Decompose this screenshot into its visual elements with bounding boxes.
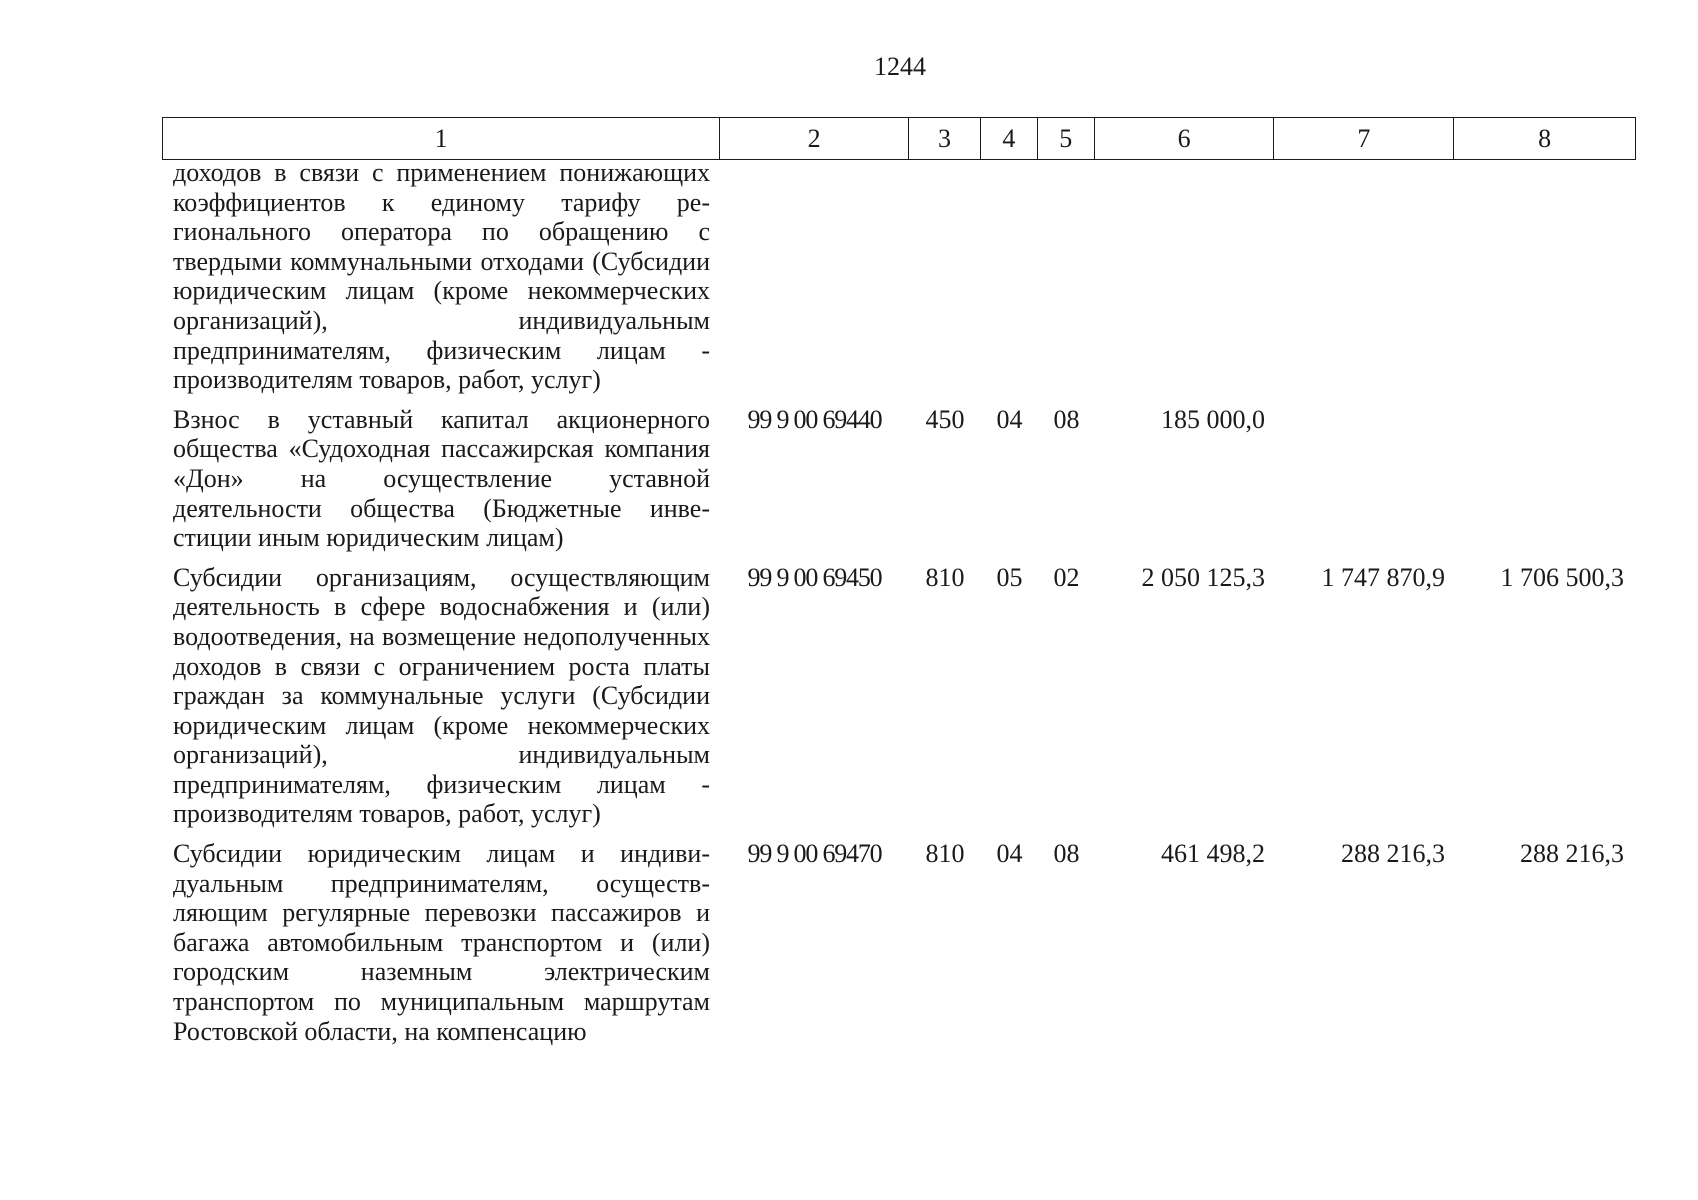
row-sum-3: 288 216,3 [1520,839,1624,869]
header-cell-5: 5 [1038,118,1095,159]
row-description: Субсидии организациям, осуществляющим деятельность в сфере водоснабжения и (или) водоотведения, на возмещение недополученных доходов в связи с ограничением роста платы граждан за коммунальные услуги (Субсидии юридическим лицам (кроме некоммерческих организаций), индивидуальным предпринимателям, физическим лицам - производителям товаров, работ, услуг) [173,562,710,829]
row-subsection [1038,160,1095,395]
row-sum-3: 1 706 500,3 [1500,562,1624,592]
row-sum-2 [1275,405,1455,553]
row-sum-1: 461 498,2 [1161,839,1265,869]
table-row [162,563,1636,829]
row-code: 99 9 00 69470 [747,839,882,869]
row-description: доходов в связи с применением понижающих коэффициентов к единому тарифу регионального оператора по обращению с твердыми коммунальными отходами (Субсидии юридическим лицам (кроме некоммерческих организаций), индивидуальным предпринимателям, физическим лицам - производителям товаров, работ, услуг) [173,158,710,395]
header-cell-2: 2 [720,118,909,159]
header-cell-1: 1 [163,118,720,159]
header-cell-4: 4 [981,118,1038,159]
row-sum-3 [1455,160,1636,395]
table-row [162,405,1636,553]
row-section [981,160,1038,395]
row-sum-2: 1 747 870,9 [1321,562,1445,592]
row-section: 05 [996,562,1023,592]
table-row [162,160,1636,395]
row-sum-1: 185 000,0 [1161,404,1265,434]
header-cell-8: 8 [1538,123,1552,153]
table-row [162,839,1636,1046]
header-cell-6: 6 [1095,118,1275,159]
table-body [162,160,1636,1056]
header-cell-3: 3 [909,118,981,159]
row-expense-type: 810 [925,562,965,592]
row-expense-type: 450 [925,404,965,434]
row-sum-1 [1095,160,1275,395]
row-sum-3 [1455,405,1636,553]
row-sum-1: 2 050 125,3 [1141,562,1265,592]
row-code [720,160,909,395]
header-cell-7: 7 [1274,118,1454,159]
row-sum-2 [1275,160,1455,395]
row-expense-type [909,160,981,395]
row-description: Субсидии юридическим лицам и индивидуальным предпринимателям, осуществляющим регулярные перевозки пассажиров и багажа автомобильным транспортом и (или) городским наземным электрическим транспортом по муниципальным маршрутам Ростовской области, на компенсацию [173,839,710,1046]
row-section: 04 [996,404,1023,434]
row-subsection: 08 [1053,404,1080,434]
page-number: 1244 [874,52,926,81]
row-expense-type: 810 [925,839,965,869]
row-subsection: 02 [1053,562,1080,592]
row-subsection: 08 [1053,839,1080,869]
row-code: 99 9 00 69440 [747,404,882,434]
row-code: 99 9 00 69450 [747,562,882,592]
row-description: Взнос в уставный капитал акционерного общества «Судоходная пассажирская компания «Дон» на осуществление уставной деятельности общества (Бюджетные инвестиции иным юридическим лицам) [173,404,710,553]
row-section: 04 [996,839,1023,869]
row-sum-2: 288 216,3 [1341,839,1445,869]
table-header [162,117,1636,160]
